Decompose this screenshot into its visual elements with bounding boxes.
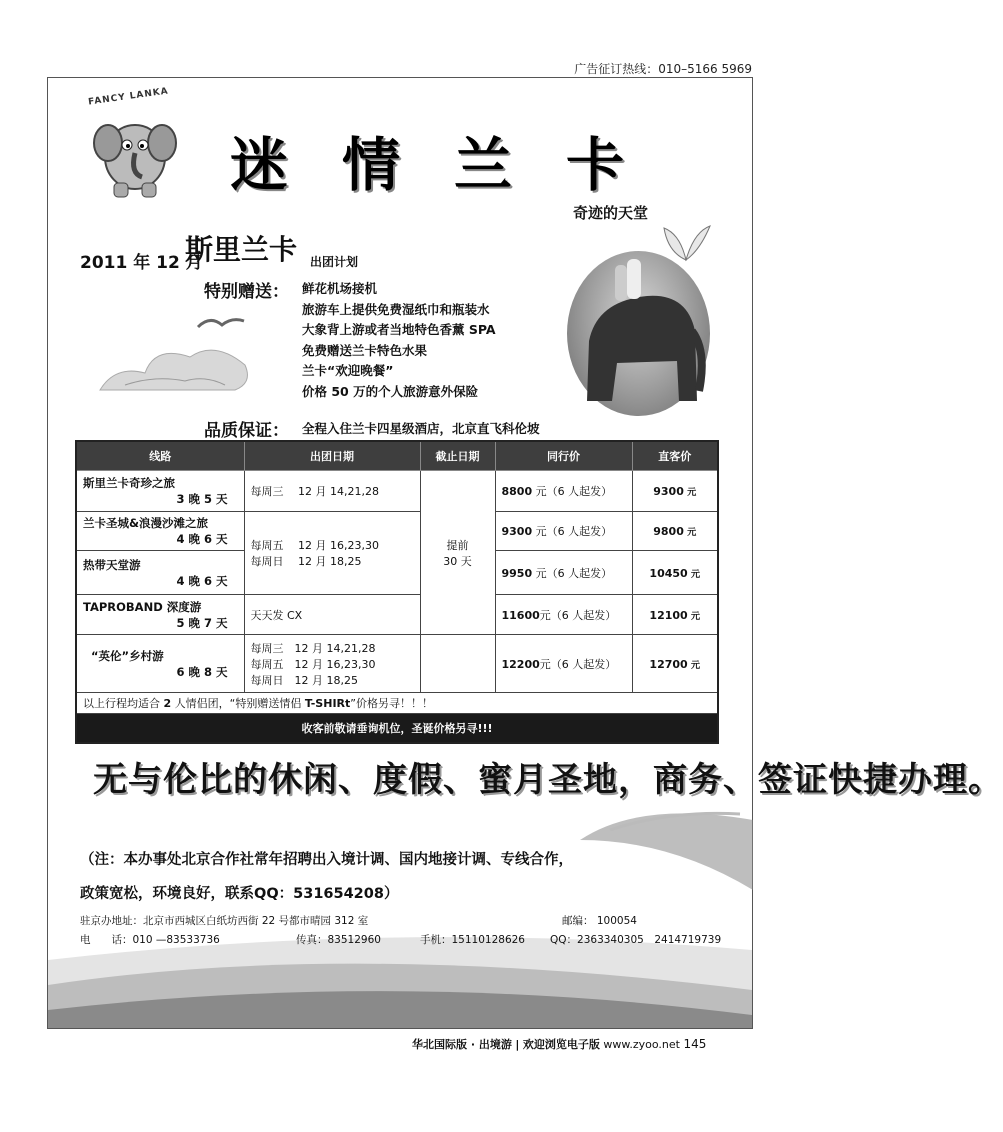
plan-suffix: 出团计划 (310, 255, 359, 269)
mobile-line (420, 932, 525, 947)
table-note-row (76, 693, 718, 714)
table-header (76, 441, 718, 471)
col-header: 线路 (76, 441, 244, 471)
plan-country: 斯里兰卡 (185, 233, 298, 266)
note-text: 以上行程均适合 (83, 697, 164, 710)
retail-price (632, 471, 718, 512)
mobile-label: 手机： (420, 934, 452, 946)
qq-line (550, 932, 721, 947)
date-cell (244, 635, 420, 693)
route-name: 兰卡圣城&浪漫沙滩之旅 (83, 516, 209, 530)
date-cell: 每周三 12 月 14,21,28 (244, 471, 420, 512)
qq-label: QQ： (550, 934, 578, 946)
trade-price (495, 512, 632, 551)
route-cell (76, 512, 244, 551)
vip-unit: 元 (687, 610, 701, 622)
retail-price (632, 551, 718, 595)
table-banner: 收客前敬请垂询机位，圣诞价格另寻!!! (76, 714, 718, 744)
fax-line (296, 932, 381, 947)
vip-value: 12700 (649, 657, 688, 671)
trade-price (495, 635, 632, 693)
zip-label: 邮编： (562, 915, 594, 927)
price-value: 12200 (501, 657, 540, 671)
vip-value: 10450 (649, 566, 688, 580)
qq-value: 2363340305 2414719739 (577, 934, 722, 946)
footer-site-link[interactable]: www.zyoo.net (603, 1038, 680, 1051)
seagull-icon (196, 313, 246, 333)
vip-unit: 元 (687, 659, 701, 671)
footer-edition: 华北国际版 · 出境游 (412, 1038, 512, 1051)
note-text: ”价格另寻！！！ (350, 697, 433, 710)
vip-value: 12100 (649, 608, 688, 622)
footer (412, 1036, 706, 1052)
col-header: 出团日期 (244, 441, 420, 471)
table-row (76, 512, 718, 551)
price-value: 9950 (501, 566, 533, 580)
route-nights: 6 晚 8 天 (176, 664, 228, 679)
price-unit: 元（6 人起发） (539, 608, 617, 622)
price-value: 8800 (501, 485, 533, 498)
date-line: 每周五 12 月 16,23,30 (250, 657, 376, 671)
deadline-cell (420, 471, 495, 635)
route-cell (76, 471, 244, 512)
phone-value: 010 —83533736 (132, 934, 220, 946)
gift-item: 兰卡“欢迎晚餐” (302, 363, 394, 378)
slogan: 奇迹的天堂 (573, 204, 649, 222)
price-unit: 元（6 人起发） (539, 657, 617, 671)
route-nights: 5 晚 7 天 (176, 615, 228, 630)
gift-item: 旅游车上提供免费湿纸巾和瓶装水 (302, 301, 490, 317)
page-number: 145 (683, 1037, 707, 1051)
retail-price (632, 512, 718, 551)
price-value: 11600 (501, 608, 540, 622)
gift-item: 鲜花机场接机 (302, 281, 378, 296)
vip-unit: 元 (683, 487, 697, 498)
vip-value: 9800 (653, 525, 684, 538)
table-row (76, 471, 718, 512)
phone-label: 电 话： (80, 934, 133, 946)
date-line: 每周三 12 月 14,21,28 (250, 641, 376, 655)
retail-price (632, 635, 718, 693)
gift-item: 免费赠送兰卡特色水果 (302, 342, 428, 358)
tour-table (75, 440, 719, 744)
price-unit: 元（6 人起发） (532, 525, 613, 538)
route-name: “英伦”乡村游 (91, 648, 164, 663)
date-line: 每周日 12 月 18,25 (250, 555, 362, 568)
note-bold: T-SHIRt (304, 697, 351, 710)
price-value: 9300 (501, 525, 533, 538)
deadline-line: 提前 (446, 538, 469, 552)
recruit-note-line1: （注：本办事处北京合作社常年招聘出入境计调、国内地接计调、专线合作， (80, 852, 573, 868)
recruit-note-line2: 政策宽松，环境良好，联系QQ：531654208） (80, 886, 399, 902)
col-header: 截止日期 (420, 441, 495, 471)
note-bold: 2 (163, 697, 172, 710)
table-banner-row (76, 714, 718, 744)
fax-value: 83512960 (327, 934, 381, 946)
mobile-value: 15110128626 (451, 934, 525, 946)
table-row (76, 595, 718, 635)
address-value: 北京市西城区白纸坊西街 22 号都市晴园 312 室 (143, 915, 369, 927)
vip-unit: 元 (683, 527, 697, 538)
elephant-mascot-icon (90, 95, 180, 200)
route-nights: 3 晚 5 天 (176, 492, 228, 506)
col-header: 同行价 (495, 441, 632, 471)
route-nights: 4 晚 6 天 (176, 573, 228, 588)
price-unit: 元（6 人起发） (532, 485, 613, 498)
note-text: 人情侣团，“特别赠送情侣 (171, 697, 305, 710)
date-line: 每周日 12 月 18,25 (250, 673, 358, 687)
date-line: 每周五 12 月 16,23,30 (250, 539, 379, 552)
table-row (76, 635, 718, 693)
footer-separator: | (515, 1038, 520, 1051)
route-name: TAPROBAND 深度游 (83, 599, 202, 614)
zip-line (562, 913, 637, 928)
gift-list (302, 279, 496, 402)
headline: 无与伦比的休闲、度假、蜜月圣地，商务、签证快捷办理。 (93, 760, 1003, 800)
col-header: 直客价 (632, 441, 718, 471)
trade-price (495, 595, 632, 635)
swoosh-decoration (520, 800, 753, 890)
date-cell: 天天发 CX (244, 595, 420, 635)
quality-label: 品质保证： (204, 421, 289, 441)
deadline-line: 30 天 (443, 554, 472, 568)
elephant-icon (567, 251, 710, 416)
quality-text: 全程入住兰卡四星级酒店，北京直飞科伦坡 (302, 421, 540, 436)
footer-invite: 欢迎浏览电子版 (522, 1038, 600, 1051)
date-cell (244, 512, 420, 595)
price-unit: 元（6 人起发） (532, 566, 613, 580)
cloud-illustration (95, 335, 255, 400)
fax-label: 传真： (296, 934, 328, 946)
trade-price (495, 471, 632, 512)
route-cell (76, 635, 244, 693)
address-label: 驻京办地址： (80, 915, 143, 927)
ad-hotline: 广告征订热线：010–5166 5969 (574, 62, 752, 76)
route-cell (76, 595, 244, 635)
deadline-empty (420, 635, 495, 693)
zip-value: 100054 (596, 915, 637, 927)
phone-line (80, 932, 220, 947)
table-note (76, 693, 718, 714)
gift-item: 大象背上游或者当地特色香薰 SPA (302, 322, 496, 337)
plan-year-month: 2011 年 12 月 (80, 253, 203, 273)
retail-price (632, 595, 718, 635)
route-cell (76, 551, 244, 595)
gift-label: 特别赠送： (204, 282, 289, 302)
page-title: 迷情兰卡 (230, 131, 679, 199)
elephant-photo (567, 251, 710, 416)
route-name: 热带天堂游 (83, 557, 141, 572)
route-name: 斯里兰卡奇珍之旅 (83, 476, 175, 490)
vip-unit: 元 (687, 568, 701, 580)
route-nights: 4 晚 6 天 (176, 532, 228, 546)
address-line (80, 913, 368, 928)
gift-item: 价格 50 万的个人旅游意外保险 (302, 383, 479, 399)
trade-price (495, 551, 632, 595)
logo-text: FANCY LANKA (87, 86, 170, 108)
vip-value: 9300 (653, 485, 684, 498)
